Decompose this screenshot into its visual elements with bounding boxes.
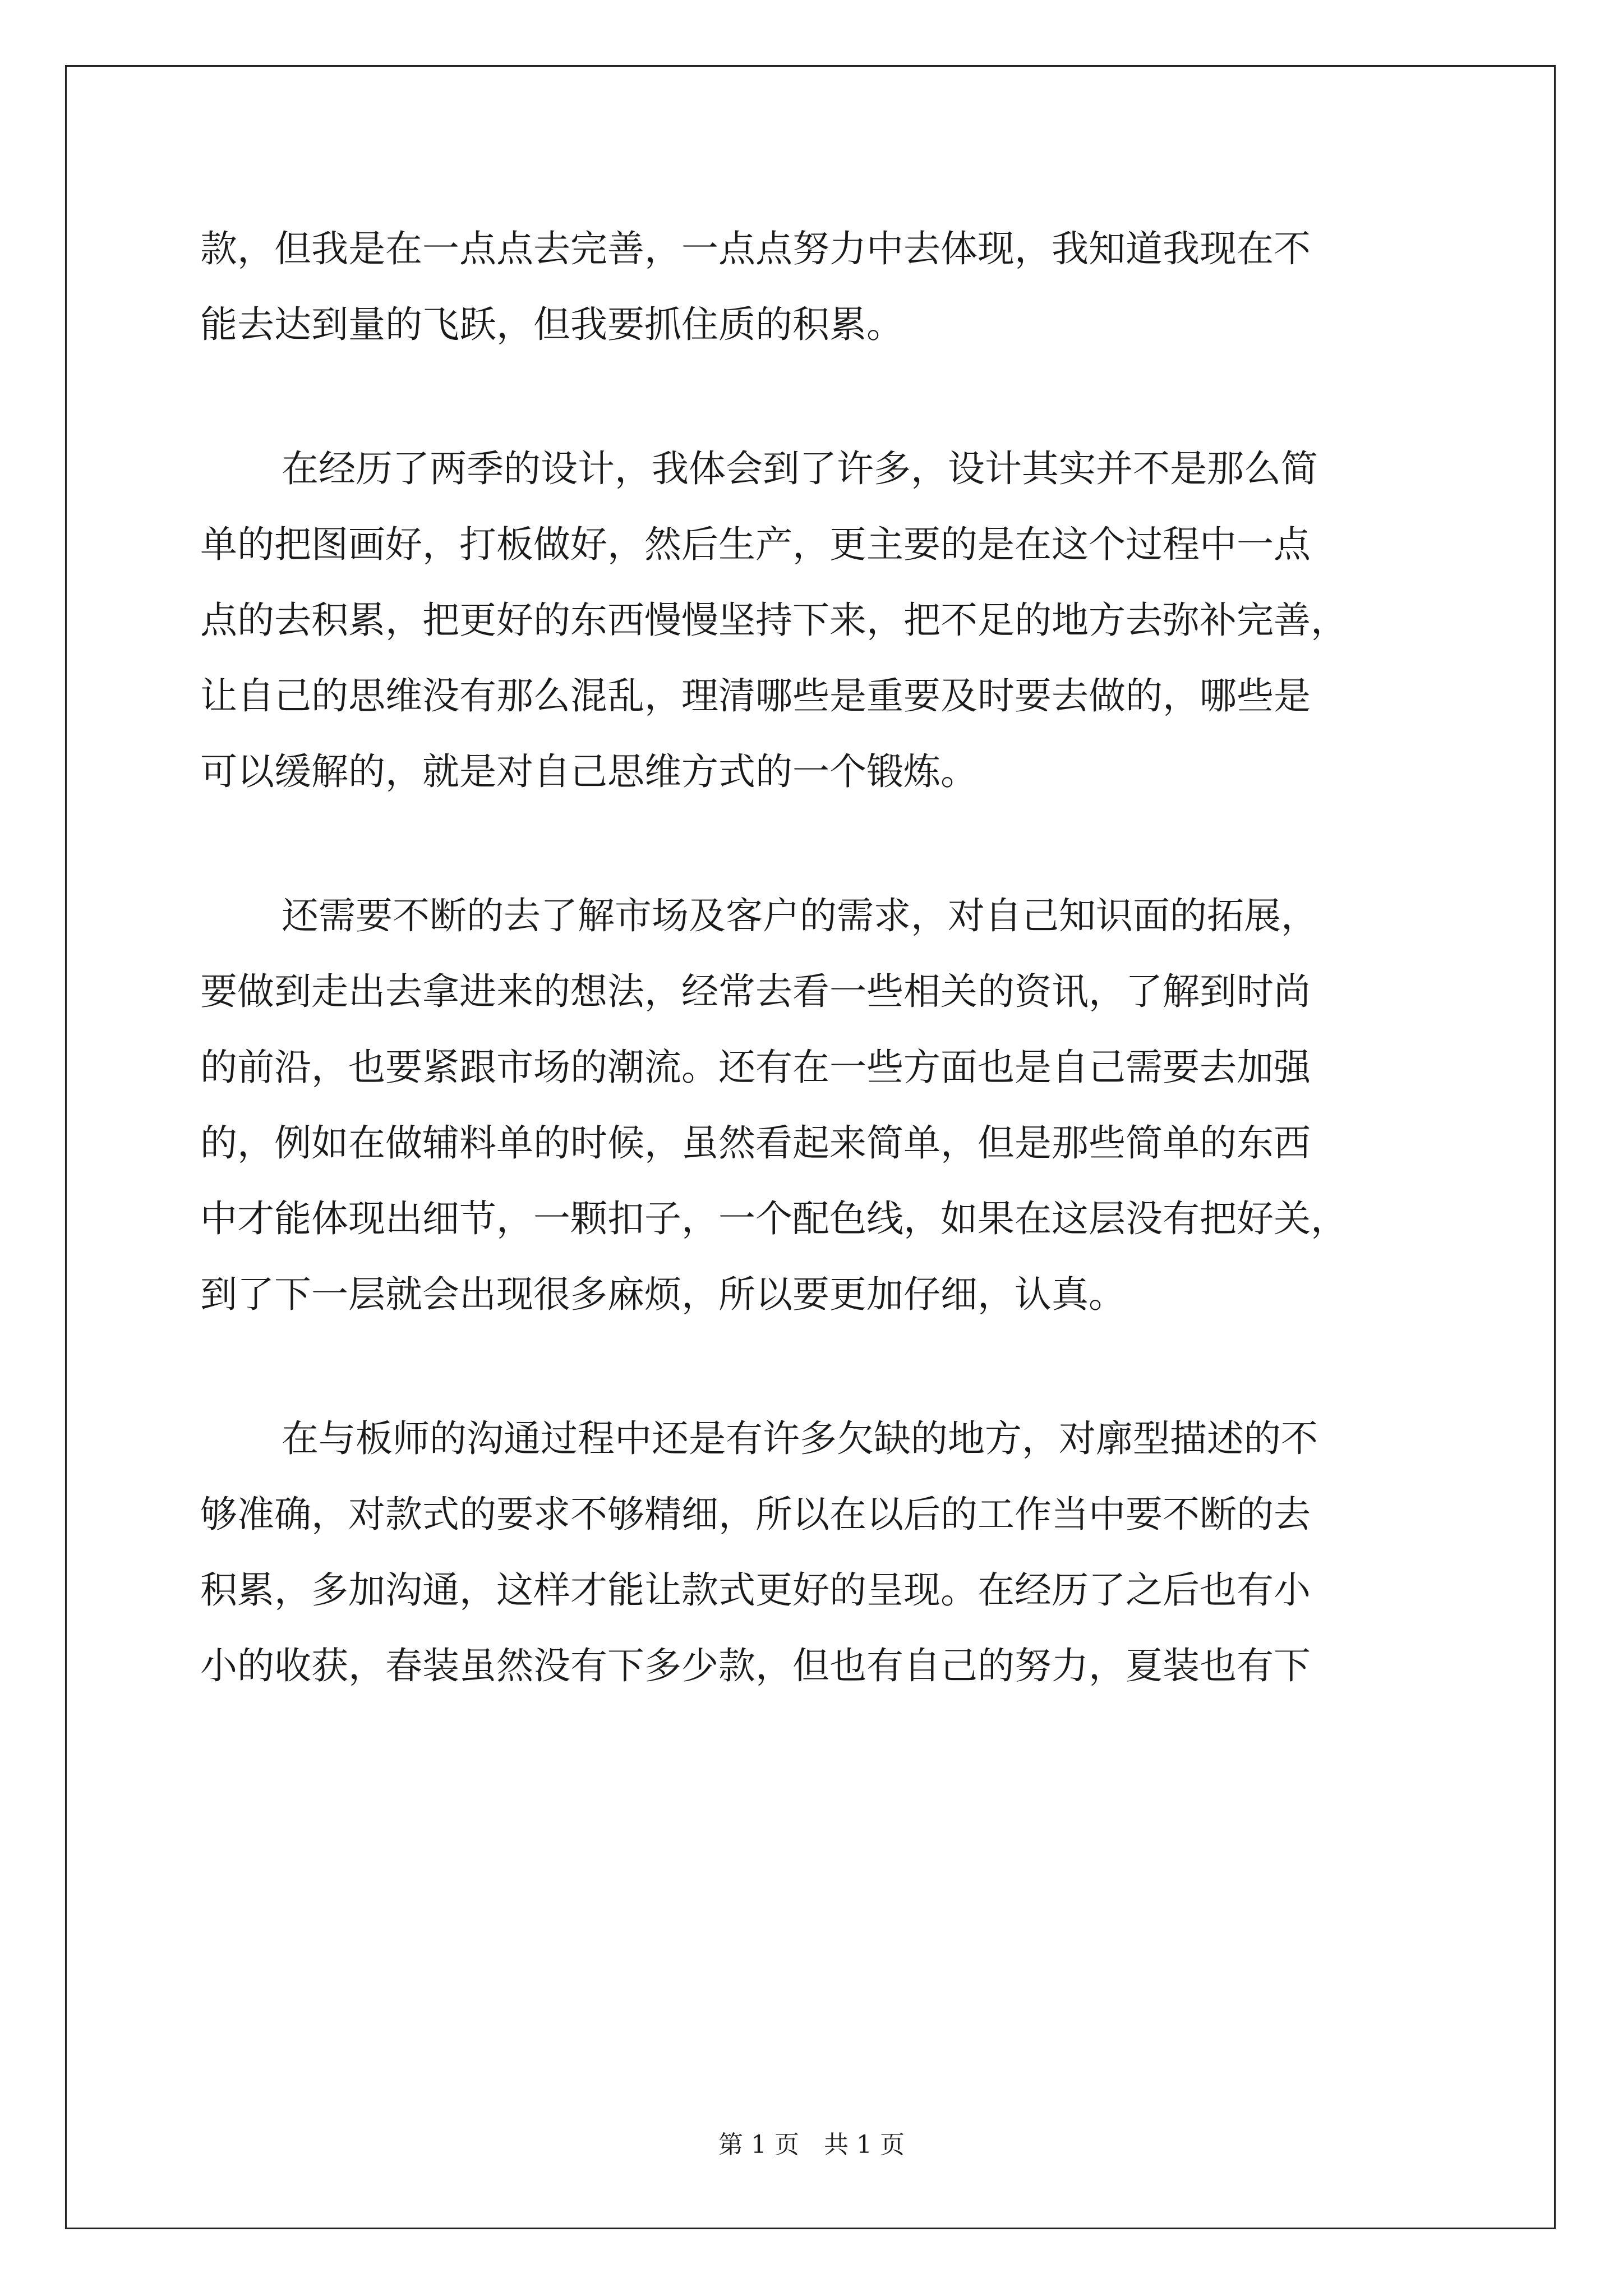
paragraph-3-line-5: 中才能体现出细节，一颗扣子，一个配色线，如果在这层没有把好关， — [200, 1197, 1348, 1240]
paragraph-3-line-3: 的前沿，也要紧跟市场的潮流。还有在一些方面也是自己需要去加强 — [200, 1046, 1311, 1089]
paragraph-2-line-1: 在经历了两季的设计，我体会到了许多，设计其实并不是那么简 — [282, 447, 1318, 490]
paragraph-3-line-1: 还需要不断的去了解市场及客户的需求，对自己知识面的拓展， — [282, 894, 1318, 937]
paragraph-2-line-4: 让自己的思维没有那么混乱，理清哪些是重要及时要去做的，哪些是 — [200, 674, 1311, 717]
paragraph-2-line-3: 点的去积累，把更好的东西慢慢坚持下来，把不足的地方去弥补完善， — [200, 599, 1348, 642]
page-footer: 第 1 页 共 1 页 — [718, 2131, 905, 2159]
paragraph-4-line-3: 积累，多加沟通，这样才能让款式更好的呈现。在经历了之后也有小 — [200, 1568, 1311, 1612]
paragraph-3-line-4: 的，例如在做辅料单的时候，虽然看起来简单，但是那些简单的东西 — [200, 1121, 1311, 1165]
paragraph-3-line-2: 要做到走出去拿进来的想法，经常去看一些相关的资讯，了解到时尚 — [200, 970, 1311, 1013]
paragraph-1-line-2: 能去达到量的飞跃，但我要抓住质的积累。 — [200, 303, 903, 346]
paragraph-4-line-1: 在与板师的沟通过程中还是有许多欠缺的地方，对廓型描述的不 — [282, 1417, 1318, 1460]
paragraph-4-line-4: 小的收获，春装虽然没有下多少款，但也有自己的努力，夏装也有下 — [200, 1644, 1311, 1687]
paragraph-2-line-2: 单的把图画好，打板做好，然后生产，更主要的是在这个过程中一点 — [200, 523, 1311, 566]
paragraph-1-line-1: 款，但我是在一点点去完善，一点点努力中去体现，我知道我现在不 — [200, 227, 1311, 270]
paragraph-2-line-5: 可以缓解的，就是对自己思维方式的一个锻炼。 — [200, 750, 978, 793]
paragraph-3-line-6: 到了下一层就会出现很多麻烦，所以要更加仔细，认真。 — [200, 1273, 1126, 1316]
paragraph-4-line-2: 够准确，对款式的要求不够精细，所以在以后的工作当中要不断的去 — [200, 1493, 1311, 1536]
